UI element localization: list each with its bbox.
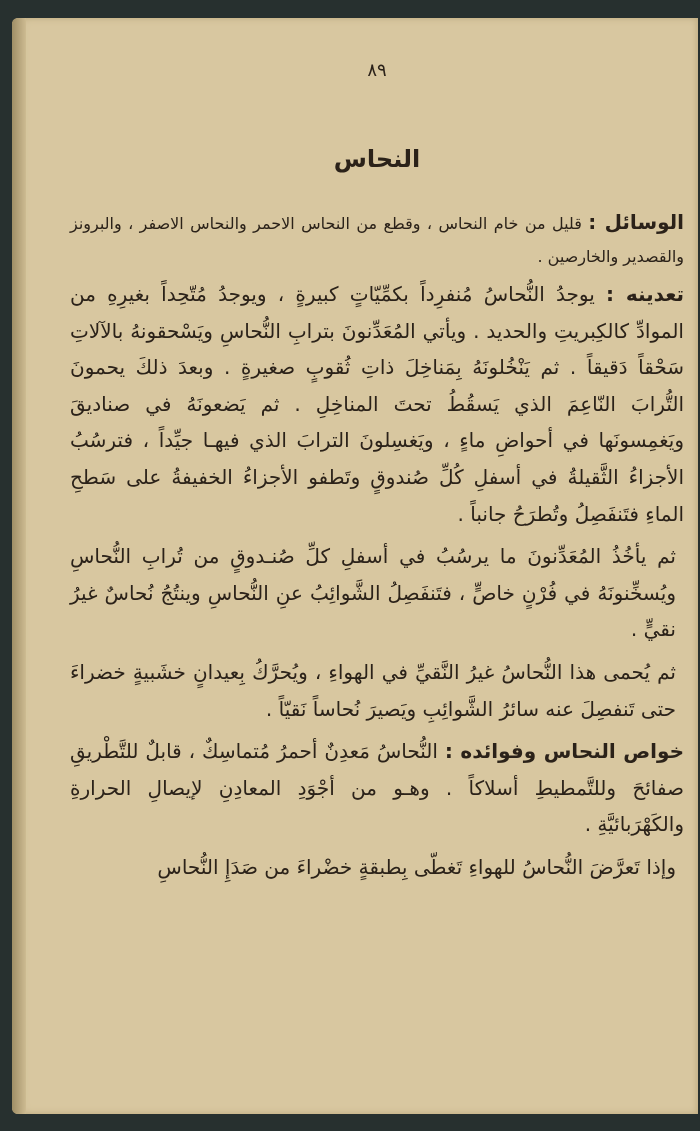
book-page (12, 18, 698, 1114)
paragraph-mining (70, 276, 684, 532)
paragraph-text: النُّحاسُ مَعدِنٌ أحمرُ مُتماسِكٌ ، قابلٌ للتَّطْريقِ صفائحَ وللتَّمطيطِ أسلاكاً . وهـو من أجْوَدِ المعادِنِ لإيصالِ الحرارةِ والكَهْرَبائيَّةِ . (70, 739, 684, 837)
paragraph-properties (70, 733, 684, 843)
page-number: ٨٩ (367, 60, 387, 81)
tools-section (70, 206, 684, 273)
paragraph-text: ثم يأخُذُ المُعَدِّنونَ ما يرسُبُ في أسفلِ كلِّ صُنـدوقٍ من تُرابِ النُّحاسِ ويُسخِّنونَهُ في فُرْنٍ خاصٍّ ، فتَنفَصِلُ الشَّوائِبُ عنِ النُّحاسِ وينتُجُ نُحاسٌ غيرُ نقيٍّ . (70, 544, 676, 642)
paragraph-smelting (70, 538, 684, 648)
paragraph-heading: تعدينه : (606, 282, 684, 306)
paragraph-refining (70, 654, 684, 727)
paragraph-oxidation (70, 849, 684, 886)
paragraph-text: وإذا تَعرَّضَ النُّحاسُ للهواءِ تَغطّى بِطبقةٍ خضْراءَ من صَدَإِ النُّحاسِ (157, 854, 676, 879)
paragraph-text: يوجدُ النُّحاسُ مُنفرِداً بكمِّيّاتٍ كبيرةٍ ، ويوجدُ مُتّحِداً بغيرِهِ من الموادِّ كالكِبريتِ والحديد . ويأتي المُعَدِّنونَ بترابِ النُّحاسِ ويَسْحقونهُ بالآلاتِ سَحْقاً دَقيقاً . ثم يَنْخُلونَهُ بِمَناخِلَ ذاتِ ثُقوبٍ صغيرةٍ . وبعدَ ذلكَ يحمونَ التُّرابَ النّاعِمَ الذي يَسقُطُ تحتَ المناخِلِ . ثم يَضعونَهُ في صناديقَ ويَغمِسونَها في أحواضِ ماءٍ ، ويَغسِلونَ الترابَ الذي فيهـا جيِّداً ، فترسُبُ الأجزاءُ الثَّقيلةُ في أسفلِ كُلِّ صُندوقٍ وتَطفو الأجزاءُ الخفيفةُ على سَطحِ الماءِ فتَنفَصِلُ وتُطرَحُ جانباً . (70, 282, 684, 526)
tools-text: قليل من خام النحاس ، وقطع من النحاس الاحمر والنحاس الاصفر ، والبرونز والقصدير والخارصين . (70, 214, 684, 266)
paragraph-heading: خواص النحاس وفوائده : (444, 739, 684, 764)
paragraph-text: ثم يُحمى هذا النُّحاسُ غيرُ النَّقيِّ في الهواءِ ، ويُحرَّكُ بِعيدانٍ خشَبيةٍ خضراءَ حتى تَنفصِلَ عنه سائرُ الشَّوائِبِ ويَصيرَ نُحاساً نَقيّاً . (70, 659, 676, 721)
page-text-area (70, 18, 684, 1114)
body-text (70, 276, 684, 892)
tools-heading: الوسائل : (588, 210, 685, 234)
page-title: النحاس (333, 145, 421, 173)
